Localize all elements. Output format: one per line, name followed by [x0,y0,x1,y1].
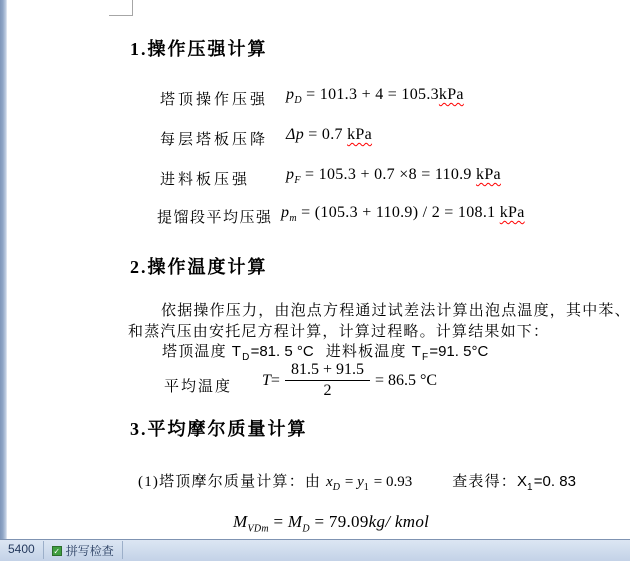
math-value: = 79.09 [309,512,369,531]
temp-sub: F [422,352,430,363]
lookup-value: =0. 83 [533,473,576,490]
word-count[interactable] [0,540,43,556]
proofing-label: 拼写检查 [65,544,114,558]
math-sub: 1 [363,482,370,493]
status-bar [0,539,630,561]
math-var: p [281,204,290,221]
math-var: Δp [286,126,304,143]
paragraph-line-1[interactable]: 依据操作压力，由泡点方程通过试差法计算出泡点温度，其中苯、 [161,303,631,319]
status-separator [122,541,123,559]
proofing-status-button[interactable] [44,540,122,559]
margin-crop-mark [132,0,133,16]
margin-crop-mark [109,15,133,16]
row-label-feed-pressure[interactable]: 进料板压强 [160,172,251,188]
paragraph-line-2[interactable]: 和蒸汽压由安托尼方程计算，计算过程略。计算结果如下： [128,324,550,340]
unit-kpa-misspell: kPa [476,166,501,183]
formula-stripping-avg[interactable] [281,204,525,224]
avg-temp-label[interactable]: 平均温度 [164,379,233,395]
math-expr: = 105.3 + 0.7 ×8 = 110.9 [300,166,477,183]
molar-mass-line[interactable] [138,470,576,493]
math-expr: = (105.3 + 110.9) / 2 = 108.1 [296,204,500,221]
molar-prefix: (1)塔顶摩尔质量计算：由 [138,474,327,490]
math-value: = 0.93 [369,474,413,490]
temp-sub: D [242,352,251,363]
lookup-var: X [517,473,528,490]
math-var: x [326,474,333,490]
temp-value: =81. 5 °C [250,343,314,360]
math-result: = 86.5 °C [374,371,438,389]
section-3-heading[interactable]: 3.平均摩尔质量计算 [130,419,308,439]
lookup-sub: 1 [527,482,534,493]
math-sub: D [332,482,342,493]
math-sub: VDm [247,523,269,535]
math-var: T [262,371,271,389]
molar-mass-formula[interactable] [233,512,429,534]
math-expr: = 101.3 + 4 = 105.3 [301,86,439,103]
section-2-heading[interactable]: 2.操作温度计算 [130,257,268,277]
fraction [285,361,370,400]
math-sub: m [289,213,297,225]
section-1-heading[interactable]: 1.操作压强计算 [130,39,268,59]
math-var: M [233,512,248,531]
math-eq: = [270,371,280,389]
math-unit: kg/ kmol [368,512,430,531]
temp-var: T [411,343,423,360]
formula-feed-pressure[interactable] [286,166,501,186]
temp-value: =91. 5°C [429,343,489,360]
math-sub: D [302,523,310,535]
math-eq: = [341,474,358,490]
math-sub: F [294,175,301,187]
math-var: M [287,512,303,531]
row-label-top-pressure[interactable]: 塔顶操作压强 [160,92,269,108]
fraction-denominator: 2 [323,382,332,399]
math-expr: = 0.7 [304,126,348,143]
formula-top-pressure[interactable] [286,86,464,106]
math-var: p [286,166,295,183]
temp-var: T [231,343,243,360]
word-count-value: 5400 [8,542,35,556]
row-label-plate-drop[interactable]: 每层塔板压降 [160,132,269,148]
page-left-edge [0,0,7,548]
unit-kpa-misspell: kPa [347,126,373,143]
math-var: y [357,474,364,490]
temp-label-feed: 进料板温度 [325,344,412,360]
fraction-numerator: 81.5 + 91.5 [285,361,370,381]
row-label-stripping-avg[interactable]: 提馏段平均压强 [157,210,273,226]
proofing-check-icon: ✓ [53,547,61,556]
avg-temp-formula[interactable] [262,361,437,400]
unit-kpa-misspell: kPa [438,86,464,103]
math-sub: D [294,95,302,107]
math-var: p [286,86,295,103]
unit-kpa-misspell: kPa [499,204,525,221]
math-eq: = [268,512,288,531]
formula-plate-drop[interactable] [286,126,372,146]
lookup-label: 查表得： [452,474,518,490]
temperature-results-line[interactable] [162,340,488,363]
temp-label-top: 塔顶温度 [162,344,232,360]
